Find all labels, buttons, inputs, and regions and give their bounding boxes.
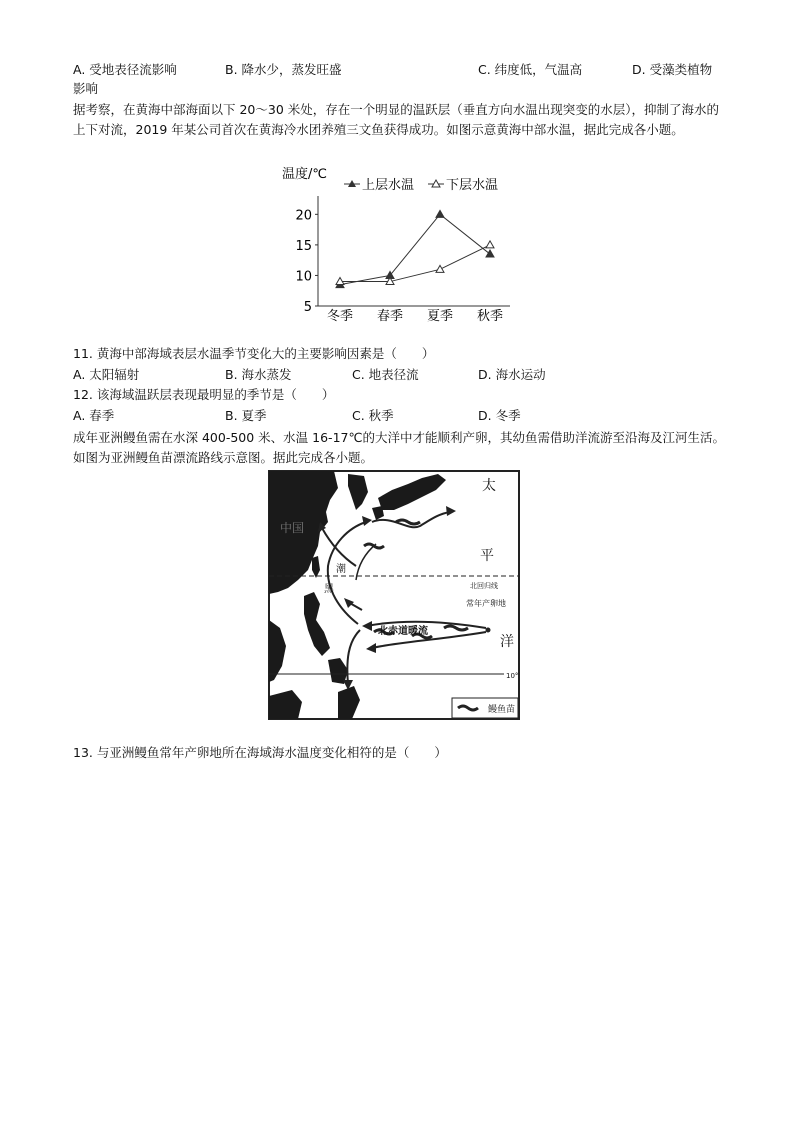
data-point-lower — [436, 265, 444, 272]
y-tick-label: 10 — [295, 269, 312, 285]
passage-eel: 成年亚洲鳗鱼需在水深 400-500 米、水温 16-17℃的大洋中才能顺利产卵，其幼鱼需借助洋流游至沿海及江河生活。如图为亚洲鳗鱼苗漂流路线示意图。据此完成各小题。 — [73, 430, 726, 465]
q10-option-d: D. 受藻类植物 — [632, 62, 713, 77]
series-line-lower — [340, 245, 490, 282]
spawning-site-dot — [486, 628, 491, 633]
q10-option-c: C. 纬度低，气温高 — [478, 62, 583, 77]
q10-option-b: B. 降水少，蒸发旺盛 — [225, 62, 342, 77]
label-current: 北赤道暖流 — [378, 626, 428, 637]
y-axis-label: 温度/℃ — [282, 167, 327, 182]
legend-label-lower: 下层水温 — [446, 178, 499, 193]
label-yang: 洋 — [500, 634, 514, 650]
q10-option-d-cont: 影响 — [73, 81, 99, 96]
label-tai: 太 — [482, 478, 496, 494]
label-chao: 潮 — [336, 564, 346, 575]
label-china: 中国 — [280, 521, 305, 535]
y-tick-label: 15 — [295, 238, 312, 254]
q11-option-b: B. 海水蒸发 — [225, 367, 292, 382]
map-legend-label: 鳗鱼苗 — [488, 705, 516, 715]
q11-option-a: A. 太阳辐射 — [73, 367, 140, 382]
y-tick-label: 5 — [303, 300, 312, 315]
label-hei: 黑 — [324, 584, 334, 595]
label-ping: 平 — [480, 548, 494, 564]
y-tick-label: 20 — [295, 208, 312, 224]
x-tick-label: 秋季 — [476, 309, 504, 324]
label-tropic: 北回归线 — [470, 582, 498, 590]
label-spawning-site: 常年产卵地 — [466, 599, 506, 608]
water-temperature-chart — [280, 162, 516, 324]
q12-option-a: A. 春季 — [73, 408, 115, 423]
series-line-upper — [340, 214, 490, 284]
q10-option-a: A. 受地表径流影响 — [73, 62, 177, 77]
q12-option-b: B. 夏季 — [225, 408, 267, 423]
q12-option-c: C. 秋季 — [352, 408, 394, 423]
q11-option-c: C. 地表径流 — [352, 367, 419, 382]
q11-stem: 11. 黄海中部海域表层水温季节变化大的主要影响因素是（ ） — [73, 346, 435, 361]
x-tick-label: 冬季 — [326, 309, 354, 324]
eel-larvae-drift-map — [268, 470, 520, 720]
legend-label-upper: 上层水温 — [362, 178, 415, 193]
chart-legend — [344, 177, 498, 193]
x-tick-label: 夏季 — [426, 309, 454, 324]
x-tick-label: 春季 — [376, 309, 404, 324]
data-point-upper — [486, 250, 494, 257]
q13-stem: 13. 与亚洲鳗鱼常年产卵地所在海域海水温度变化相符的是（ ） — [73, 745, 447, 760]
data-point-upper — [436, 210, 444, 217]
data-point-lower — [486, 241, 494, 248]
q12-stem: 12. 该海域温跃层表现最明显的季节是（ ） — [73, 387, 335, 402]
data-point-lower — [336, 278, 344, 285]
passage-yellow-sea: 据考察，在黄海中部海面以下 20～30 米处，存在一个明显的温跃层（垂直方向水温出现突变的水层），抑制了海水的上下对流，2019 年某公司首次在黄海冷水团养殖三文鱼获得成功。如图示意黄海中部水温，据此完成各小题。 — [73, 102, 720, 137]
q11-option-d: D. 海水运动 — [478, 367, 546, 382]
q12-option-d: D. 冬季 — [478, 408, 521, 423]
label-10-degree: 10° — [506, 672, 519, 680]
